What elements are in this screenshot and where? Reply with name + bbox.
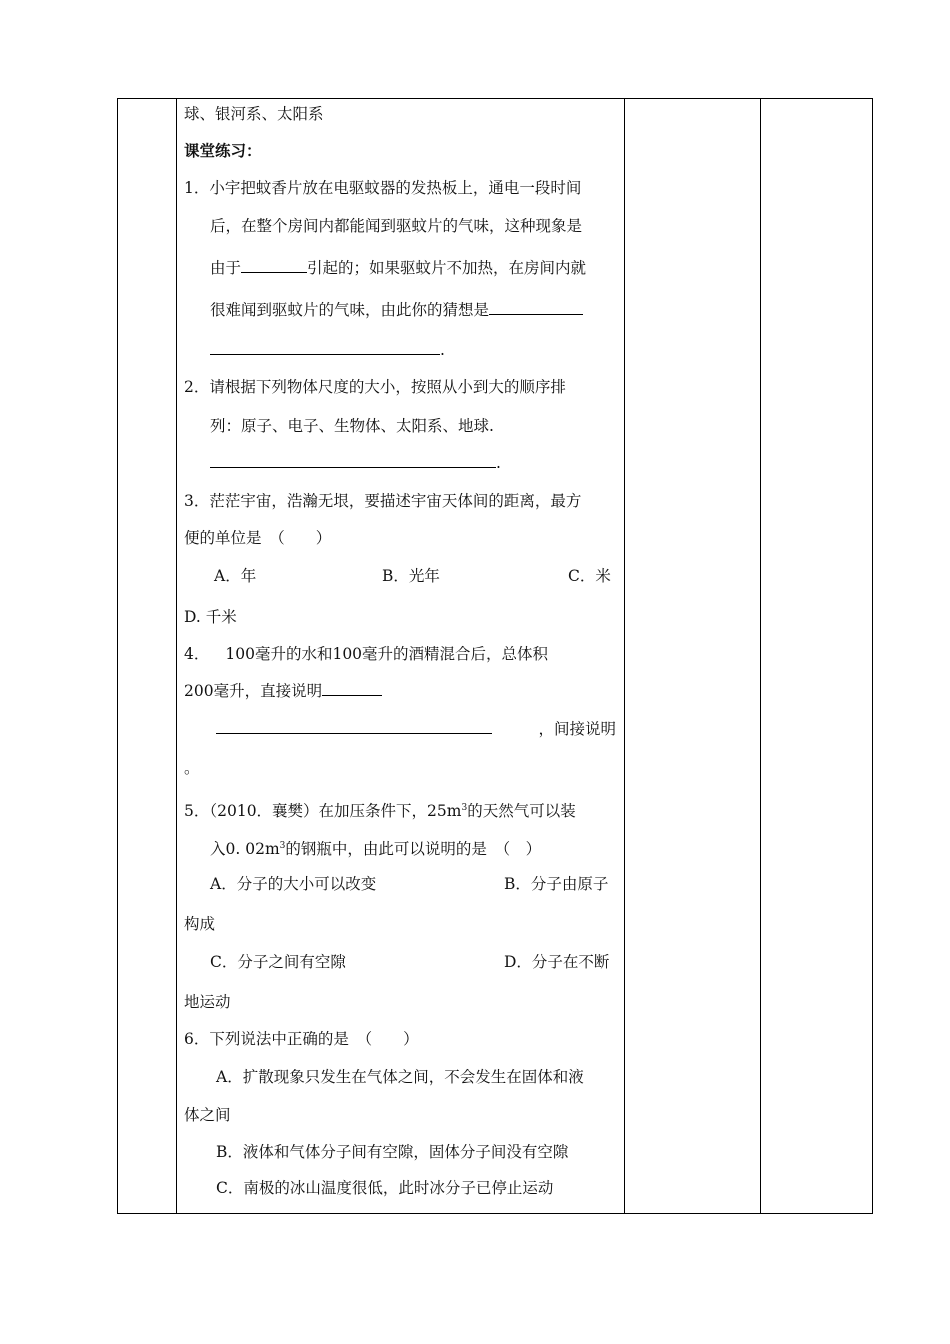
question-1-line: 很难闻到驱蚊片的气味，由此你的猜想是 — [210, 300, 583, 320]
section-heading: 课堂练习： — [184, 141, 262, 160]
option-a: A．年 — [214, 567, 257, 585]
question-4-line: 。 — [184, 759, 200, 777]
answer-blank — [210, 453, 496, 468]
question-2-line: . — [210, 453, 501, 473]
option-d: D. 千米 — [184, 608, 237, 626]
question-5-line: 入0. $02m^3$的钢瓶中，由此可以说明的是 （ ） — [210, 840, 542, 859]
option-d-continued: 地运动 — [184, 993, 231, 1011]
question-1-line: 后，在整个房间内都能闻到驱蚊片的气味，这种现象是 — [210, 217, 583, 235]
answer-blank — [322, 681, 382, 696]
question-5-line: 5．（2010．襄樊）在加压条件下，$25m^3$的天然气可以装 — [184, 802, 576, 821]
question-2-line: 列：原子、电子、生物体、太阳系、地球. — [210, 417, 494, 435]
question-4-line: ，间接说明 — [216, 719, 616, 739]
column-divider-2 — [624, 99, 625, 1213]
answer-blank — [489, 300, 583, 315]
text-line: 球、银河系、太阳系 — [184, 105, 324, 123]
question-4-line: 4． 100毫升的水和100毫升的酒精混合后，总体积 — [184, 645, 549, 663]
answer-blank — [216, 719, 492, 734]
option-c: C．米 — [568, 567, 611, 585]
column-divider-1 — [176, 99, 177, 1213]
question-1-line: 1．小宇把蚊香片放在电驱蚊器的发热板上，通电一段时间 — [184, 179, 582, 197]
option-a-continued: 体之间 — [184, 1106, 231, 1124]
option-a: A．分子的大小可以改变 — [210, 875, 377, 893]
question-1-line: 由于 引起的；如果驱蚊片不加热，在房间内就 — [210, 259, 587, 277]
option-b: B．液体和气体分子间有空隙，固体分子间没有空隙 — [216, 1143, 569, 1161]
answer-blank — [210, 340, 440, 355]
option-b-continued: 构成 — [184, 915, 216, 933]
option-c: C．南极的冰山温度很低，此时冰分子已停止运动 — [216, 1179, 554, 1197]
question-6-line: 6．下列说法中正确的是 （ ） — [184, 1030, 419, 1048]
question-1-line: . — [210, 340, 445, 360]
question-2-line: 2．请根据下列物体尺度的大小，按照从小到大的顺序排 — [184, 378, 566, 396]
answer-blank — [241, 258, 307, 273]
option-d: D．分子在不断 — [504, 953, 610, 971]
column-divider-3 — [760, 99, 761, 1213]
option-b: B．分子由原子 — [504, 875, 609, 893]
question-4-line: 200毫升，直接说明 — [184, 681, 382, 701]
question-3-line: 3．茫茫宇宙，浩瀚无垠，要描述宇宙天体间的距离，最方 — [184, 492, 582, 510]
question-3-line: 便的单位是 （ ） — [184, 529, 332, 547]
option-a: A．扩散现象只发生在气体之间，不会发生在固体和液 — [216, 1068, 584, 1086]
option-b: B．光年 — [382, 567, 440, 585]
option-c: C．分子之间有空隙 — [210, 953, 346, 971]
